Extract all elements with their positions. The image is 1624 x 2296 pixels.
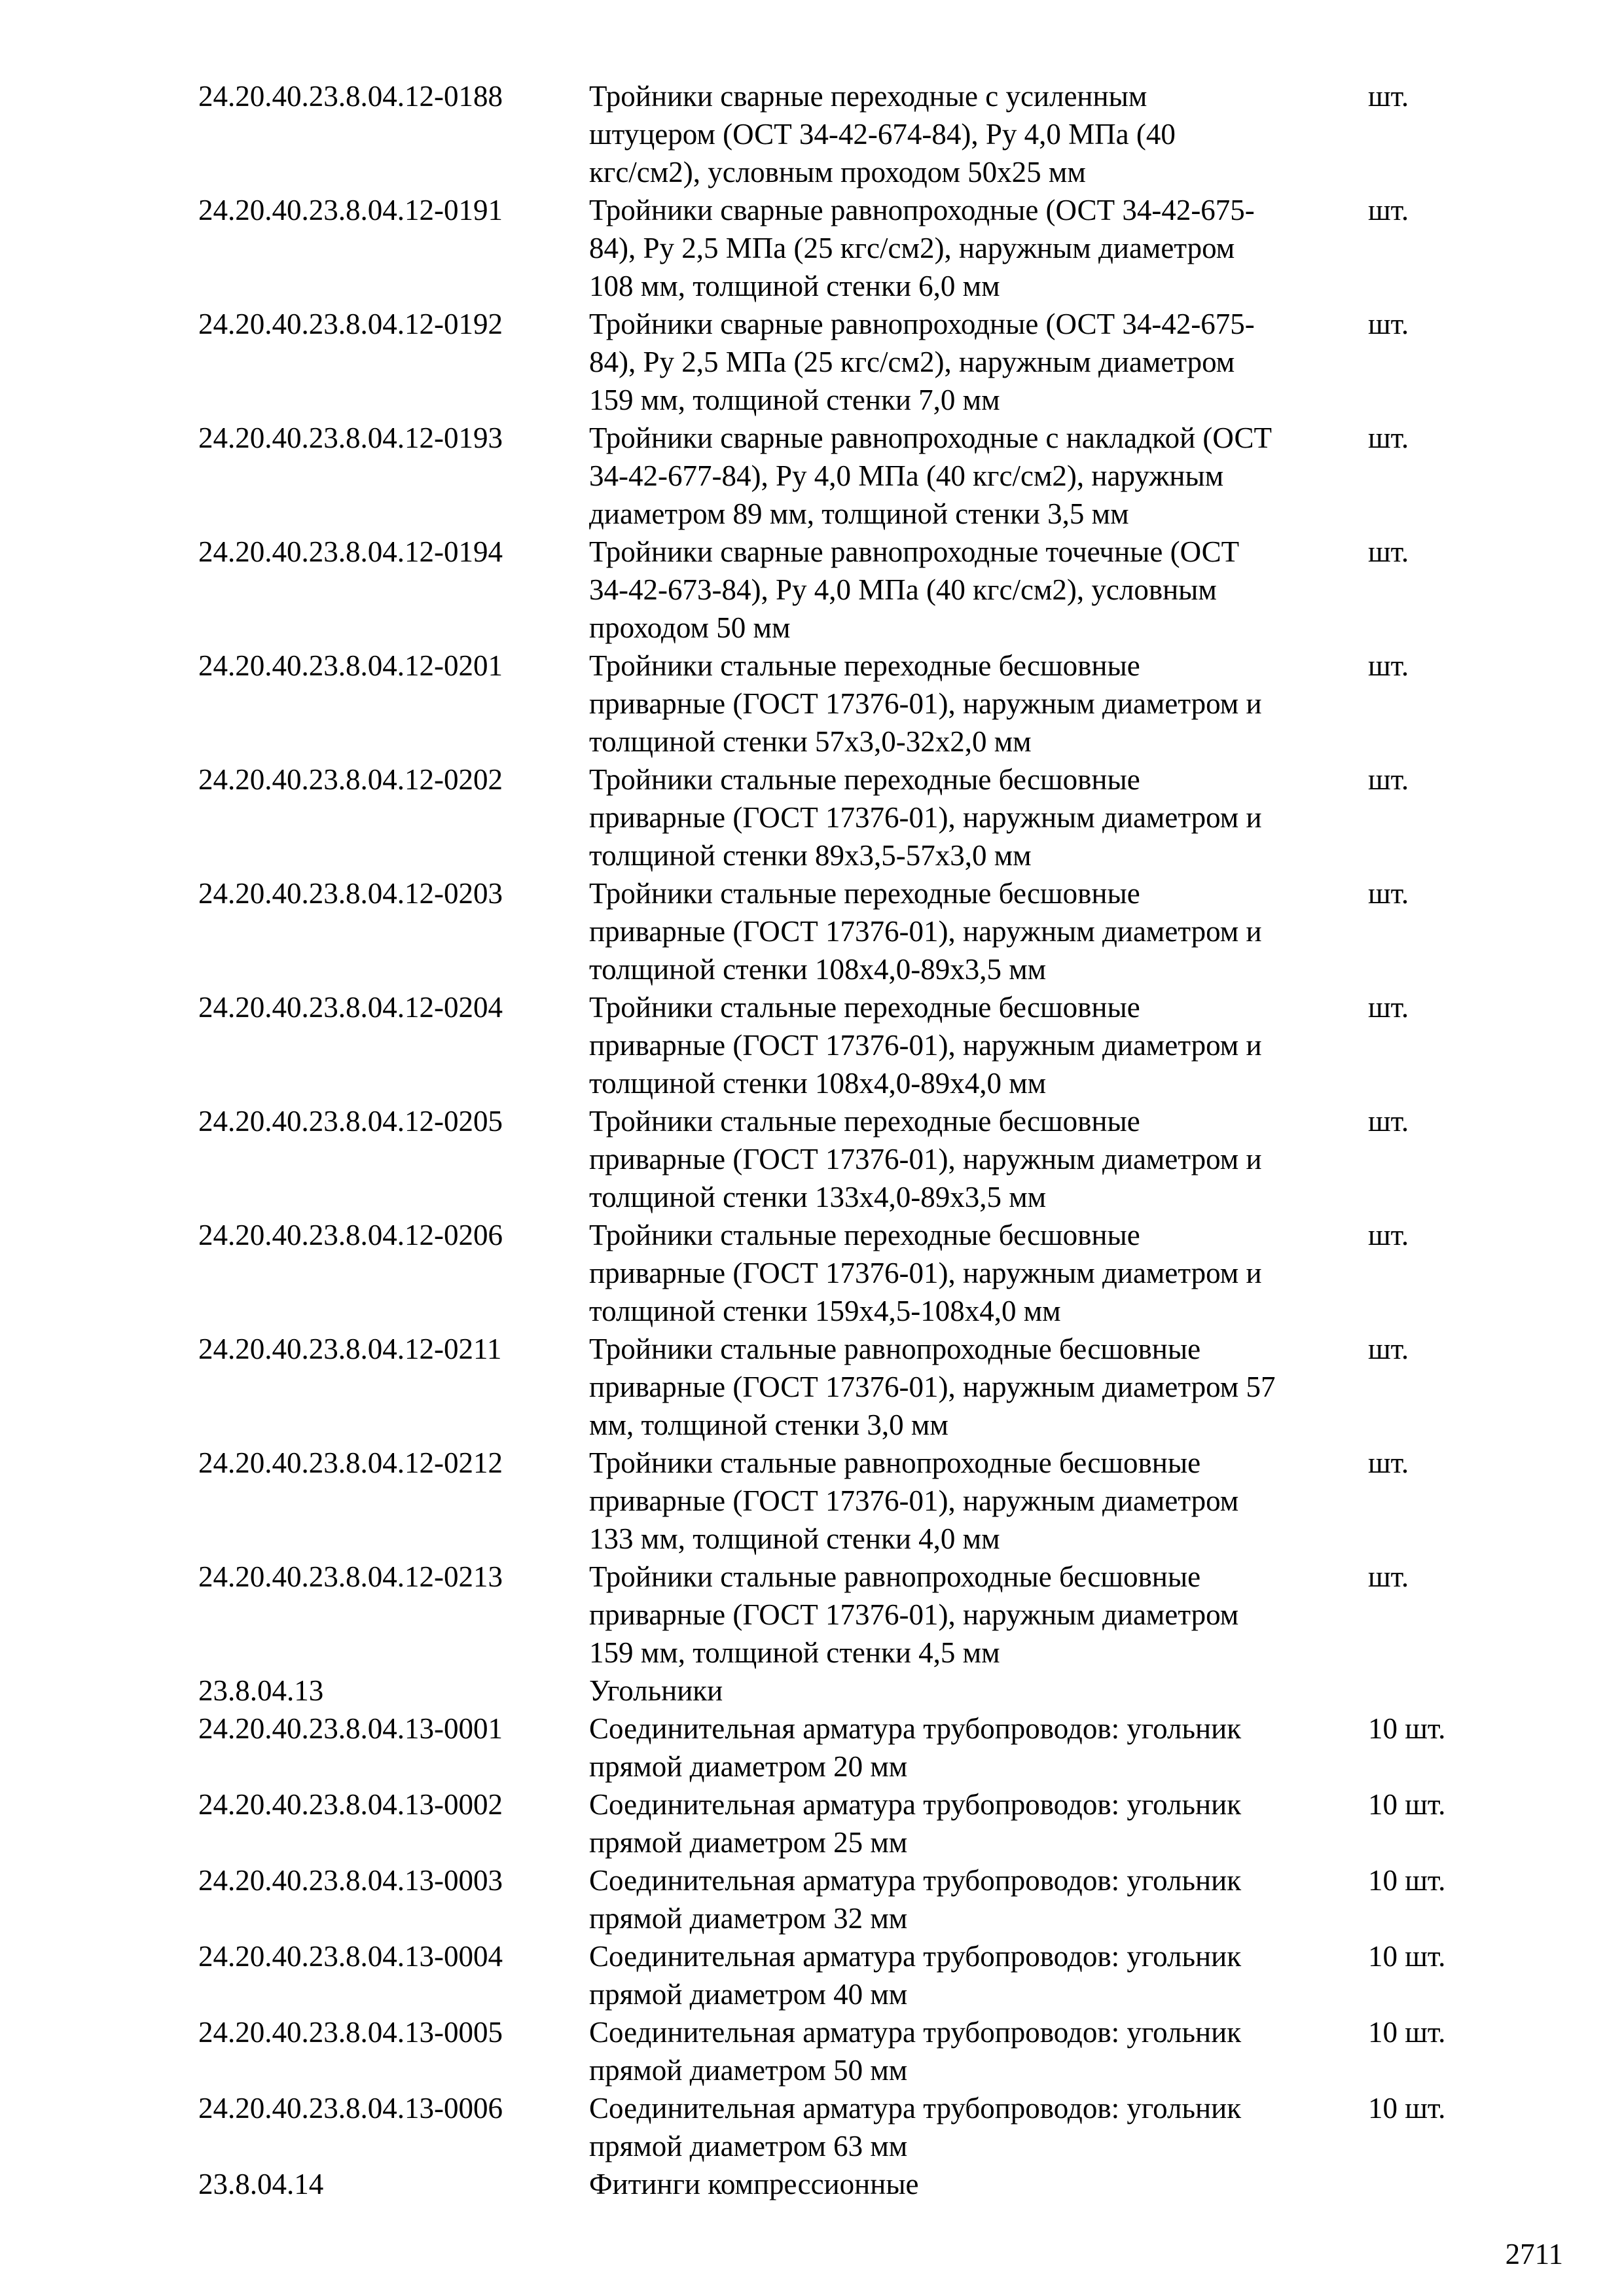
item-unit: 10 шт. [1368, 1940, 1446, 1973]
list-item [198, 2013, 1481, 2089]
item-unit: шт. [1368, 1219, 1409, 1251]
description-line: приварные (ГОСТ 17376-01), наружным диаметром и [589, 1143, 1262, 1175]
item-code: 24.20.40.23.8.04.13-0001 [198, 1712, 503, 1745]
description-line: Соединительная арматура трубопроводов: угольник [589, 1864, 1242, 1897]
description-line: Тройники стальные переходные бесшовные [589, 1219, 1140, 1251]
description-line: толщиной стенки 57х3,0-32х2,0 мм [589, 725, 1032, 758]
item-code: 24.20.40.23.8.04.13-0006 [198, 2092, 503, 2125]
description-line: 159 мм, толщиной стенки 4,5 мм [589, 1636, 1000, 1669]
description-line: Тройники стальные равнопроходные бесшовные [589, 1446, 1201, 1479]
item-code: 24.20.40.23.8.04.13-0003 [198, 1864, 503, 1897]
item-unit: 10 шт. [1368, 2016, 1446, 2049]
item-description [589, 1444, 1368, 1558]
item-code: 24.20.40.23.8.04.13-0002 [198, 1788, 503, 1821]
description-line: Тройники сварные равнопроходные (ОСТ 34-42-675- [589, 194, 1255, 226]
description-line: прямой диаметром 63 мм [589, 2130, 908, 2162]
description-line: толщиной стенки 89х3,5-57х3,0 мм [589, 839, 1032, 872]
list-item [198, 1558, 1481, 1672]
description-line: 84), Ру 2,5 МПа (25 кгс/см2), наружным диаметром [589, 346, 1235, 378]
list-item [198, 533, 1481, 647]
item-code: 24.20.40.23.8.04.12-0202 [198, 763, 503, 796]
item-unit: шт. [1368, 1105, 1409, 1138]
item-unit: шт. [1368, 1560, 1409, 1593]
description-line: приварные (ГОСТ 17376-01), наружным диаметром и [589, 915, 1262, 948]
list-item [198, 1216, 1481, 1330]
list-item [198, 647, 1481, 761]
item-description [589, 1672, 1368, 1710]
description-line: Тройники сварные равнопроходные с накладкой (ОСТ [589, 422, 1272, 454]
item-unit: 10 шт. [1368, 1788, 1446, 1821]
item-code: 24.20.40.23.8.04.12-0191 [198, 194, 503, 226]
description-line: Соединительная арматура трубопроводов: угольник [589, 2016, 1242, 2049]
item-code: 24.20.40.23.8.04.12-0213 [198, 1560, 503, 1593]
description-line: Тройники стальные равнопроходные бесшовные [589, 1333, 1201, 1365]
item-description [589, 2013, 1368, 2089]
description-line: Соединительная арматура трубопроводов: угольник [589, 1940, 1242, 1973]
list-item [198, 1861, 1481, 1937]
description-line: Тройники стальные равнопроходные бесшовные [589, 1560, 1201, 1593]
item-description [589, 1937, 1368, 2013]
description-line: 108 мм, толщиной стенки 6,0 мм [589, 270, 1000, 302]
item-description [589, 191, 1368, 305]
description-line: кгс/см2), условным проходом 50х25 мм [589, 156, 1086, 188]
item-unit: шт. [1368, 991, 1409, 1024]
description-line: Тройники стальные переходные бесшовные [589, 1105, 1140, 1138]
item-description [589, 1861, 1368, 1937]
description-line: 84), Ру 2,5 МПа (25 кгс/см2), наружным диаметром [589, 232, 1235, 264]
list-item [198, 1444, 1481, 1558]
list-item [198, 1937, 1481, 2013]
description-line: Угольники [589, 1674, 723, 1707]
description-line: 133 мм, толщиной стенки 4,0 мм [589, 1522, 1000, 1555]
list-item [198, 761, 1481, 874]
item-code: 24.20.40.23.8.04.12-0206 [198, 1219, 503, 1251]
list-item [198, 77, 1481, 191]
description-line: диаметром 89 мм, толщиной стенки 3,5 мм [589, 497, 1129, 530]
item-description [589, 1102, 1368, 1216]
item-code: 24.20.40.23.8.04.12-0188 [198, 80, 503, 113]
description-line: толщиной стенки 133х4,0-89х3,5 мм [589, 1181, 1047, 1213]
item-description [589, 988, 1368, 1102]
description-line: прямой диаметром 32 мм [589, 1902, 908, 1935]
item-unit: шт. [1368, 422, 1409, 454]
item-code: 24.20.40.23.8.04.12-0205 [198, 1105, 503, 1138]
list-item [198, 419, 1481, 533]
item-code: 24.20.40.23.8.04.12-0211 [198, 1333, 502, 1365]
item-code: 23.8.04.14 [198, 2168, 324, 2200]
item-unit: шт. [1368, 877, 1409, 910]
description-line: 34-42-677-84), Ру 4,0 МПа (40 кгс/см2), наружным [589, 459, 1224, 492]
item-description [589, 77, 1368, 191]
item-unit: шт. [1368, 1446, 1409, 1479]
item-code: 24.20.40.23.8.04.12-0193 [198, 422, 503, 454]
description-line: проходом 50 мм [589, 611, 791, 644]
page-number: 2711 [1505, 2238, 1563, 2270]
list-item [198, 1710, 1481, 1785]
list-item [198, 2089, 1481, 2165]
item-code: 23.8.04.13 [198, 1674, 324, 1707]
item-code: 24.20.40.23.8.04.12-0192 [198, 308, 503, 340]
list-item [198, 874, 1481, 988]
item-description [589, 1785, 1368, 1861]
description-line: Тройники сварные равнопроходные точечные (ОСТ [589, 535, 1240, 568]
description-line: штуцером (ОСТ 34-42-674-84), Ру 4,0 МПа (40 [589, 118, 1176, 151]
list-item [198, 1330, 1481, 1444]
list-item [198, 191, 1481, 305]
description-line: 159 мм, толщиной стенки 7,0 мм [589, 384, 1000, 416]
item-description [589, 2089, 1368, 2165]
description-line: приварные (ГОСТ 17376-01), наружным диаметром 57 [589, 1371, 1276, 1403]
list-item [198, 1672, 1481, 1710]
description-line: Соединительная арматура трубопроводов: угольник [589, 2092, 1242, 2125]
item-description [589, 533, 1368, 647]
item-unit: шт. [1368, 194, 1409, 226]
item-description [589, 874, 1368, 988]
item-description [589, 2165, 1368, 2203]
description-line: Тройники стальные переходные бесшовные [589, 877, 1140, 910]
description-line: Фитинги компрессионные [589, 2168, 919, 2200]
item-description [589, 647, 1368, 761]
item-description [589, 1710, 1368, 1785]
description-line: толщиной стенки 108х4,0-89х3,5 мм [589, 953, 1047, 986]
description-line: Тройники стальные переходные бесшовные [589, 763, 1140, 796]
resource-list [198, 77, 1481, 2203]
description-line: прямой диаметром 25 мм [589, 1826, 908, 1859]
description-line: прямой диаметром 20 мм [589, 1750, 908, 1783]
description-line: приварные (ГОСТ 17376-01), наружным диаметром [589, 1598, 1239, 1631]
description-line: прямой диаметром 50 мм [589, 2054, 908, 2087]
item-code: 24.20.40.23.8.04.13-0005 [198, 2016, 503, 2049]
description-line: приварные (ГОСТ 17376-01), наружным диаметром [589, 1484, 1239, 1517]
description-line: приварные (ГОСТ 17376-01), наружным диаметром и [589, 687, 1262, 720]
description-line: Тройники стальные переходные бесшовные [589, 649, 1140, 682]
item-description [589, 1558, 1368, 1672]
list-item [198, 1102, 1481, 1216]
item-description [589, 1330, 1368, 1444]
description-line: приварные (ГОСТ 17376-01), наружным диаметром и [589, 1029, 1262, 1062]
description-line: 34-42-673-84), Ру 4,0 МПа (40 кгс/см2), условным [589, 573, 1217, 606]
item-unit: 10 шт. [1368, 2092, 1446, 2125]
list-item [198, 1785, 1481, 1861]
list-item [198, 2165, 1481, 2203]
item-description [589, 1216, 1368, 1330]
description-line: мм, толщиной стенки 3,0 мм [589, 1408, 948, 1441]
description-line: приварные (ГОСТ 17376-01), наружным диаметром и [589, 1257, 1262, 1289]
list-item [198, 305, 1481, 419]
item-code: 24.20.40.23.8.04.13-0004 [198, 1940, 503, 1973]
item-unit: 10 шт. [1368, 1712, 1446, 1745]
description-line: Соединительная арматура трубопроводов: угольник [589, 1788, 1242, 1821]
description-line: Тройники сварные равнопроходные (ОСТ 34-42-675- [589, 308, 1255, 340]
item-code: 24.20.40.23.8.04.12-0194 [198, 535, 503, 568]
description-line: приварные (ГОСТ 17376-01), наружным диаметром и [589, 801, 1262, 834]
description-line: толщиной стенки 159х4,5-108х4,0 мм [589, 1295, 1061, 1327]
item-code: 24.20.40.23.8.04.12-0203 [198, 877, 503, 910]
item-code: 24.20.40.23.8.04.12-0204 [198, 991, 503, 1024]
description-line: прямой диаметром 40 мм [589, 1978, 908, 2011]
item-unit: шт. [1368, 763, 1409, 796]
description-line: Соединительная арматура трубопроводов: угольник [589, 1712, 1242, 1745]
description-line: Тройники стальные переходные бесшовные [589, 991, 1140, 1024]
item-description [589, 761, 1368, 874]
description-line: Тройники сварные переходные с усиленным [589, 80, 1147, 113]
item-description [589, 419, 1368, 533]
description-line: толщиной стенки 108х4,0-89х4,0 мм [589, 1067, 1047, 1100]
item-unit: шт. [1368, 649, 1409, 682]
item-code: 24.20.40.23.8.04.12-0201 [198, 649, 503, 682]
item-description [589, 305, 1368, 419]
item-unit: шт. [1368, 80, 1409, 113]
item-code: 24.20.40.23.8.04.12-0212 [198, 1446, 503, 1479]
item-unit: шт. [1368, 535, 1409, 568]
item-unit: шт. [1368, 308, 1409, 340]
item-unit: шт. [1368, 1333, 1409, 1365]
item-unit: 10 шт. [1368, 1864, 1446, 1897]
list-item [198, 988, 1481, 1102]
